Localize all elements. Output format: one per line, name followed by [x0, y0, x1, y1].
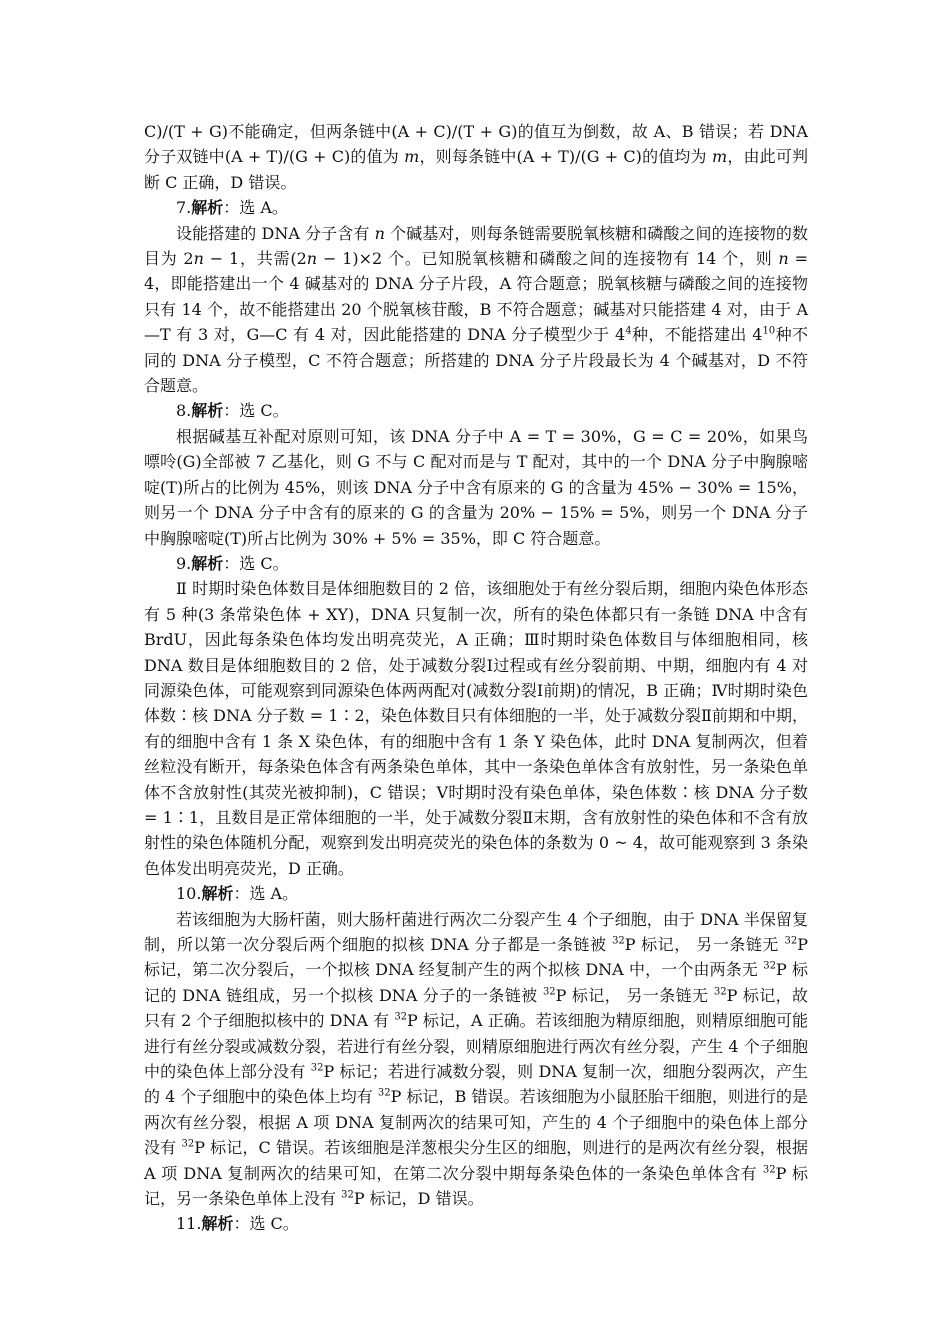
paragraph-6-continued: C)/(T + G)不能确定，但两条链中(A + C)/(T + G)的值互为倒数，故 A、B 错误；若 DNA 分子双链中(A + T)/(G + C)的值为 m，则每条链中(A + T)/(G + C)的值均为 m，由此可判断 C 正确，D 错误。 — [144, 122, 808, 192]
paragraph-9: Ⅱ 时期时染色体数目是体细胞数目的 2 倍，该细胞处于有丝分裂后期，细胞内染色体形态有 5 种(3 条常染色体 + XY)，DNA 只复制一次，所有的染色体都只有一条链 DNA 中含有 BrdU，因此每条染色体均发出明亮荧光，A 正确；Ⅲ时期时染色体数目与体细胞相同，核 DNA 数目是体细胞数目的 2 倍，处于减数分裂Ⅰ过程或有丝分裂前期、中期，细胞内有 4 对同源染色体，可能观察到同源染色体两两配对(减数分裂Ⅰ前期)的情况，B 正确；Ⅳ时期时染色体数∶核 DNA 分子数 = 1∶2，染色体数目只有体细胞的一半，处于减数分裂Ⅱ前期和中期，有的细胞中含有 1 条 X 染色体，有的细胞中含有 1 条 Y 染色体，此时 DNA 复制两次，但着丝粒没有断开，每条染色体含有两条染色单体，其中一条染色单体含有放射性，另一条染色单体不含放射性(其荧光被抑制)，C 错误；Ⅴ时期时没有染色单体，染色体数∶核 DNA 分子数 = 1∶1，且数目是正常体细胞的一半，处于减数分裂Ⅱ末期，含有放射性的染色体和不含有放射性的染色体随机分配，观察到发出明亮荧光的染色体的条数为 0 ~ 4，故可能观察到 3 条染色体发出明亮荧光，D 正确。 — [144, 579, 808, 878]
answer-heading-8: 8.解析：选 C。 — [176, 401, 289, 421]
paragraph-7: 设能搭建的 DNA 分子含有 n 个碱基对，则每条链需要脱氧核糖和磷酸之间的连接物的数目为 2n − 1，共需(2n − 1)×2 个。已知脱氧核糖和磷酸之间的连接物有 14 个，则 n = 4，即能搭建出一个 4 碱基对的 DNA 分子片段，A 符合题意；脱氧核糖与磷酸之间的连接物只有 14 个，故不能搭建出 20 个脱氧核苷酸，B 不符合题意；碱基对只能搭建 4 对，由于 A—T 有 3 对，G—C 有 4 对，因此能搭建的 DNA 分子模型少于 $4^4$种，不能搭建出 $4^{10}$种不同的 DNA 分子模型，C 不符合题意；所搭建的 DNA 分子片段最长为 4 个碱基对，D 不符合题意。 — [144, 223, 808, 396]
answer-heading-7: 7.解析：选 A。 — [176, 198, 288, 218]
answer-heading-9: 9.解析：选 C。 — [176, 553, 289, 573]
answer-heading-11: 11.解析：选 C。 — [176, 1214, 299, 1234]
paragraph-8: 根据碱基互补配对原则可知，该 DNA 分子中 A = T = 30%，G = C = 20%，如果鸟嘌呤(G)全部被 7 乙基化，则 G 不与 C 配对而是与 T 配对，其中的一个 DNA 分子中胸腺嘧啶(T)所占的比例为 45%，则该 DNA 分子中含有原来的 G 的含量为 45% − 30% = 15%，则另一个 DNA 分子中含有的原来的 G 的含量为 20% − 15% = 5%，则另一个 DNA 分子中胸腺嘧啶(T)所占比例为 30% + 5% = 35%，即 C 符合题意。 — [144, 426, 808, 548]
document-page — [144, 119, 808, 1237]
paragraph-10: 若该细胞为大肠杆菌，则大肠杆菌进行两次二分裂产生 4 个子细胞，由于 DNA 半保留复制，所以第一次分裂后两个细胞的拟核 DNA 分子都是一条链被 $^{32}$P 标记， 另一条链无 $^{32}$P 标记，第二次分裂后，一个拟核 DNA 经复制产生的两个拟核 DNA 中，一个由两条无 $^{32}$P 标记的 DNA 链组成，另一个拟核 DNA 分子的一条链被 $^{32}$P 标记， 另一条链无 $^{32}$P 标记，故只有 2 个子细胞拟核中的 DNA 有 $^{32}$P 标记，A 正确。若该细胞为精原细胞，则精原细胞可能进行有丝分裂或减数分裂，若进行有丝分裂，则精原细胞进行两次有丝分裂，产生 4 个子细胞中的染色体上部分没有 $^{32}$P 标记；若进行减数分裂，则 DNA 复制一次，细胞分裂两次，产生的 4 个子细胞中的染色体上均有 $^{32}$P 标记，B 错误。若该细胞为小鼠胚胎干细胞，则进行的是两次有丝分裂，根据 A 项 DNA 复制两次的结果可知，产生的 4 个子细胞中的染色体上部分没有 $^{32}$P 标记，C 错误。若该细胞是洋葱根尖分生区的细胞，则进行的是两次有丝分裂，根据 A 项 DNA 复制两次的结果可知，在第二次分裂中期每条染色体的一条染色单体含有 $^{32}$P 标记，另一条染色单体上没有 $^{32}$P 标记，D 错误。 — [144, 909, 808, 1209]
answer-heading-10: 10.解析：选 A。 — [176, 884, 299, 904]
